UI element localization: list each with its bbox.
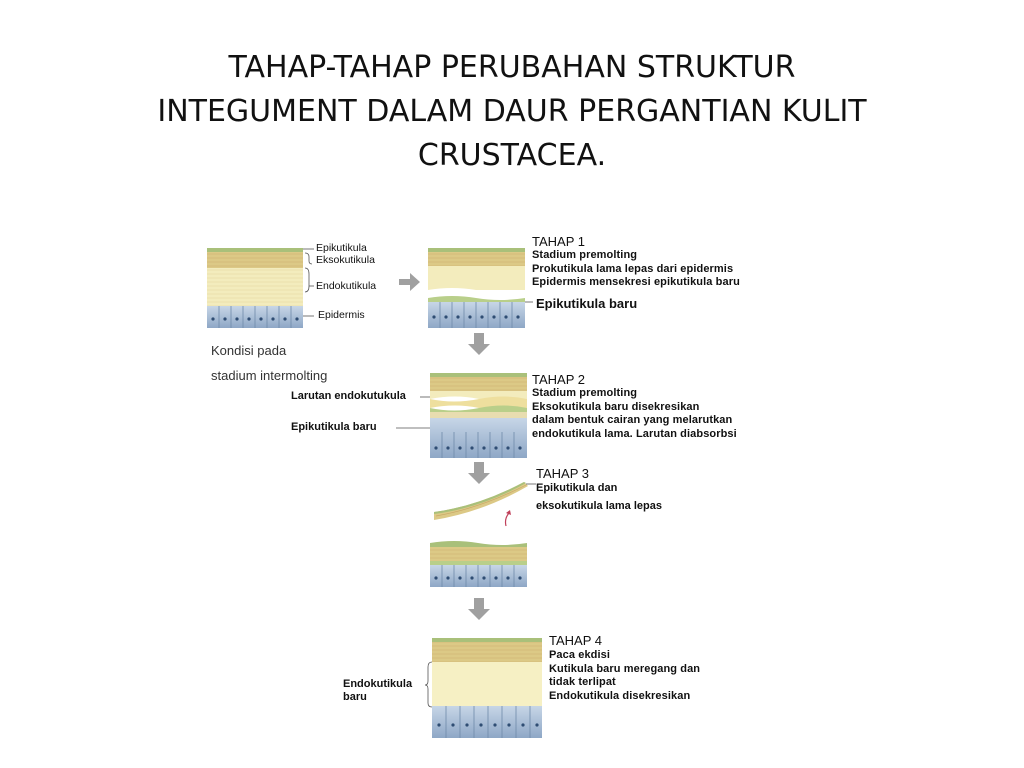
intermolt-caption-line-2: stadium intermolting xyxy=(211,368,328,383)
right-arrow xyxy=(399,273,420,291)
stage2-line-1: Stadium premolting xyxy=(532,387,638,399)
stage2-line-3: dalam bentuk cairan yang melarutkan xyxy=(532,414,733,426)
title-line-3: CRUSTACEA. xyxy=(417,138,607,173)
intermolt-block xyxy=(207,248,314,328)
stage4-heading: TAHAP 4 xyxy=(549,633,602,648)
stage2-description xyxy=(532,387,737,441)
label-epicuticle: Epikutikula xyxy=(316,242,367,254)
label-exocuticle: Eksokutikula xyxy=(316,254,375,266)
stage1-line-2: Prokutikula lama lepas dari epidermis xyxy=(532,262,734,275)
stage2-line-2: Eksokutikula baru disekresikan xyxy=(532,400,700,413)
stage3-shed-cuticle xyxy=(434,482,536,526)
stage1-new-layer-label: Epikutikula baru xyxy=(536,296,638,311)
stage3-line-1: Epikutikula dan xyxy=(536,482,618,494)
stage2-block xyxy=(396,373,527,458)
stage1-line-1: Stadium premolting xyxy=(532,249,638,261)
new-endocuticle-layer xyxy=(432,662,542,706)
stage1-description xyxy=(532,249,740,290)
stage1-line-3: Epidermis mensekresi epikutikula baru xyxy=(532,276,740,288)
intermolt-leaders xyxy=(303,249,314,316)
stage4-description xyxy=(549,649,700,703)
stage3-line-2: eksokutikula lama lepas xyxy=(536,500,662,512)
down-arrow-1 xyxy=(468,333,490,355)
epicuticle-layer xyxy=(207,248,303,252)
label-endocuticle: Endokutikula xyxy=(316,280,377,292)
stage3-heading: TAHAP 3 xyxy=(536,466,589,481)
stage2-line-4: endokutikula lama. Larutan diabsorbsi xyxy=(532,427,737,440)
stage3-block xyxy=(430,541,527,587)
stage4-left-label-line-1: Endokutikula xyxy=(343,678,413,690)
stage4-line-3: tidak terlipat xyxy=(549,676,616,688)
stage4-block xyxy=(425,638,542,738)
stage1-heading: TAHAP 1 xyxy=(532,234,585,249)
stage1-block xyxy=(428,248,533,328)
down-arrow-3 xyxy=(468,598,490,620)
endocuticle-brace xyxy=(425,662,432,707)
down-arrow-2 xyxy=(468,462,490,484)
stage4-line-1: Paca ekdisi xyxy=(549,649,611,661)
stage4-left-label-line-2: baru xyxy=(343,691,367,703)
intermolt-caption-line-1: Kondisi pada xyxy=(211,343,287,358)
label-epidermis: Epidermis xyxy=(318,309,365,321)
stage2-left-label-1: Larutan endokutukula xyxy=(291,390,406,402)
stage2-left-label-2: Epikutikula baru xyxy=(291,421,377,433)
stage2-heading: TAHAP 2 xyxy=(532,372,585,387)
title-line-1: TAHAP-TAHAP PERUBAHAN STRUKTUR xyxy=(228,50,796,85)
stage4-line-2: Kutikula baru meregang dan xyxy=(549,662,701,675)
stage4-line-4: Endokutikula disekresikan xyxy=(549,689,691,702)
title-line-2: INTEGUMENT DALAM DAUR PERGANTIAN KULIT xyxy=(157,94,867,129)
